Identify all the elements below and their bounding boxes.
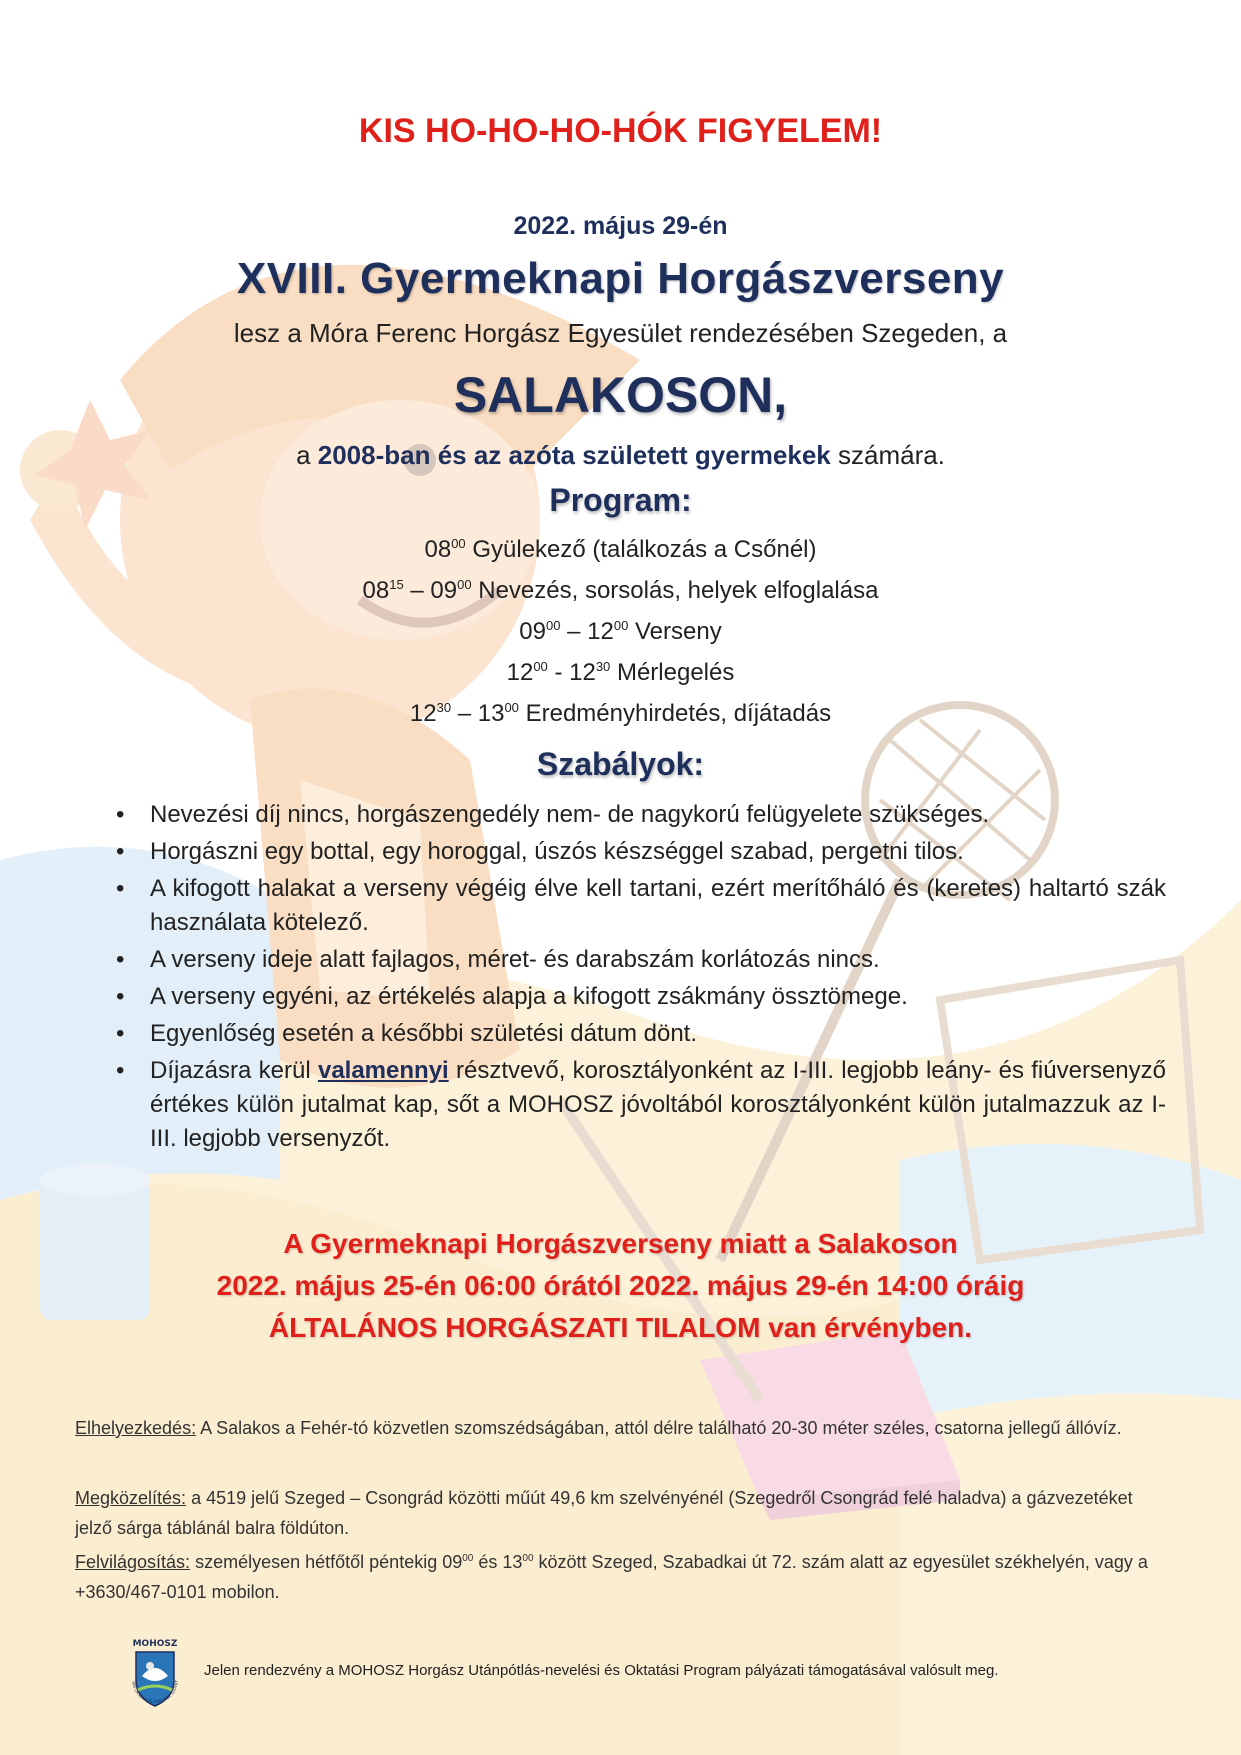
rule-item: • Nevezési díj nincs, horgászengedély nem- de nagykorú felügyelete szükséges. bbox=[112, 798, 1166, 832]
alert-title: KIS HO-HO-HO-HÓK FIGYELEM! bbox=[358, 112, 883, 150]
time-hour: 09 bbox=[519, 618, 546, 645]
rule-item: • A verseny ideje alatt fajlagos, méret- és darabszám korlátozás nincs. bbox=[112, 943, 1166, 977]
program-item bbox=[0, 700, 1241, 728]
ban-line-1: A Gyermeknapi Horgászverseny miatt a Salakoson bbox=[283, 1228, 958, 1259]
program-heading: Program: bbox=[549, 482, 692, 518]
access-label: Megközelítés: bbox=[75, 1488, 187, 1508]
time-separator: – bbox=[560, 618, 588, 645]
time-hour: 08 bbox=[424, 536, 452, 563]
time-hour: 12 bbox=[587, 618, 614, 645]
time-minute: 00 bbox=[613, 618, 629, 633]
contact-sup: 00 bbox=[522, 1553, 534, 1564]
program-text: Mérlegelés bbox=[610, 659, 735, 686]
contact-label: Felvilágosítás: bbox=[75, 1552, 191, 1572]
audience-post: számára. bbox=[830, 440, 945, 470]
contact-text: és 13 bbox=[473, 1552, 523, 1572]
event-date: 2022. május 29-én bbox=[513, 212, 728, 240]
organizer-line: lesz a Móra Ferenc Horgász Egyesület rendezésében Szegeden, a bbox=[233, 318, 1008, 348]
program-text: Gyülekező (találkozás a Csőnél) bbox=[465, 536, 817, 563]
ban-line-3: ÁLTALÁNOS HORGÁSZATI TILALOM van érvényben. bbox=[268, 1312, 973, 1343]
location-info bbox=[75, 1413, 1165, 1443]
program-text: Verseny bbox=[628, 618, 722, 645]
access-text: a 4519 jelű Szeged – Csongrád közötti műút 49,6 km szelvényénél (Szegedről Csongrád felé haladva) a gázvezetéket jelző sárga táblánál balra földúton. bbox=[75, 1488, 1133, 1538]
ban-line-2: 2022. május 25-én 06:00 órától 2022. május 29-én 14:00 óráig bbox=[216, 1270, 1025, 1301]
program-item bbox=[0, 659, 1241, 687]
rules-list bbox=[112, 798, 1166, 1159]
time-hour: 09 bbox=[430, 577, 458, 604]
contact-text: személyesen hétfőtől péntekig 09 bbox=[190, 1552, 463, 1572]
logo-text: MOHOSZ bbox=[132, 1639, 178, 1649]
time-minute: 00 bbox=[504, 700, 519, 715]
program-item bbox=[0, 618, 1241, 646]
audience-pre: a bbox=[296, 440, 318, 470]
time-minute: 00 bbox=[545, 618, 561, 633]
rule-emphasis: valamennyi bbox=[317, 1057, 449, 1084]
program-item bbox=[0, 577, 1241, 605]
rule-text: résztvevő, korosztályonként az I-III. legjobb leány- és fiúversenyző értékes külön jutalmat kap, sőt a MOHOSZ jóvoltából korosztályonként külön jutalmazzuk az I-III. legjobb versenyzőt. bbox=[150, 1057, 1166, 1152]
footer-text: Jelen rendezvény a MOHOSZ Horgász Utánpótlás-nevelési és Oktatási Program pályázati támogatásával valósult meg. bbox=[204, 1662, 999, 1679]
time-hour: 12 bbox=[409, 700, 437, 727]
time-hour: 08 bbox=[362, 577, 390, 604]
rule-item: • Horgászni egy bottal, egy horoggal, úszós készséggel szabad, pergetni tilos. bbox=[112, 835, 1166, 869]
audience-bold: 2008-ban és az azóta született gyermekek bbox=[317, 440, 831, 470]
time-separator: – bbox=[451, 700, 478, 727]
time-minute: 30 bbox=[436, 700, 452, 715]
program-text: Nevezés, sorsolás, helyek elfoglalása bbox=[471, 577, 879, 604]
rules-heading: Szabályok: bbox=[536, 746, 705, 782]
program-item bbox=[0, 536, 1241, 564]
rule-item: • Egyenlőség esetén a későbbi születési dátum dönt. bbox=[112, 1017, 1166, 1051]
contact-sup: 00 bbox=[462, 1553, 474, 1564]
program-text: Eredményhirdetés, díjátadás bbox=[518, 700, 832, 727]
time-hour: 12 bbox=[569, 659, 596, 686]
event-title: XVIII. Gyermeknapi Horgászverseny bbox=[236, 254, 1005, 303]
rule-item: • A verseny egyéni, az értékelés alapja a kifogott zsákmány össztömege. bbox=[112, 980, 1166, 1014]
time-hour: 13 bbox=[477, 700, 505, 727]
time-minute: 00 bbox=[457, 577, 472, 592]
location-label: Elhelyezkedés: bbox=[75, 1418, 197, 1438]
logo-arc-text: YAR ORSZÁGOS HORGÁSZ SZÖVET bbox=[131, 1679, 180, 1705]
time-hour: 12 bbox=[506, 659, 534, 686]
time-separator: – bbox=[403, 577, 431, 604]
contact-text: között Szeged, Szabadkai út 72. szám alatt az egyesület székhelyén, vagy a +3630/467-0101 mobilon. bbox=[75, 1552, 1148, 1602]
contact-info bbox=[75, 1544, 1165, 1607]
time-minute: 15 bbox=[389, 577, 404, 592]
time-minute: 00 bbox=[533, 659, 548, 674]
time-separator: - bbox=[547, 659, 570, 686]
location-text: A Salakos a Fehér-tó közvetlen szomszédságában, attól délre található 20-30 méter széles, csatorna jellegű állóvíz. bbox=[196, 1418, 1122, 1438]
access-info bbox=[75, 1483, 1165, 1543]
audience-line bbox=[0, 440, 1241, 471]
venue-name: SALAKOSON bbox=[453, 367, 774, 423]
time-minute: 30 bbox=[595, 659, 611, 674]
rule-item bbox=[112, 1054, 1166, 1156]
venue-comma: , bbox=[773, 367, 788, 423]
venue-title bbox=[0, 366, 1241, 424]
time-minute: 00 bbox=[451, 536, 466, 551]
mohosz-logo-icon bbox=[124, 1636, 186, 1716]
rule-text: Díjazásra kerül bbox=[150, 1057, 318, 1084]
rule-item: • A kifogott halakat a verseny végéig élve kell tartani, ezért merítőháló és (keretes) haltartó szák használata kötelező. bbox=[112, 872, 1166, 940]
